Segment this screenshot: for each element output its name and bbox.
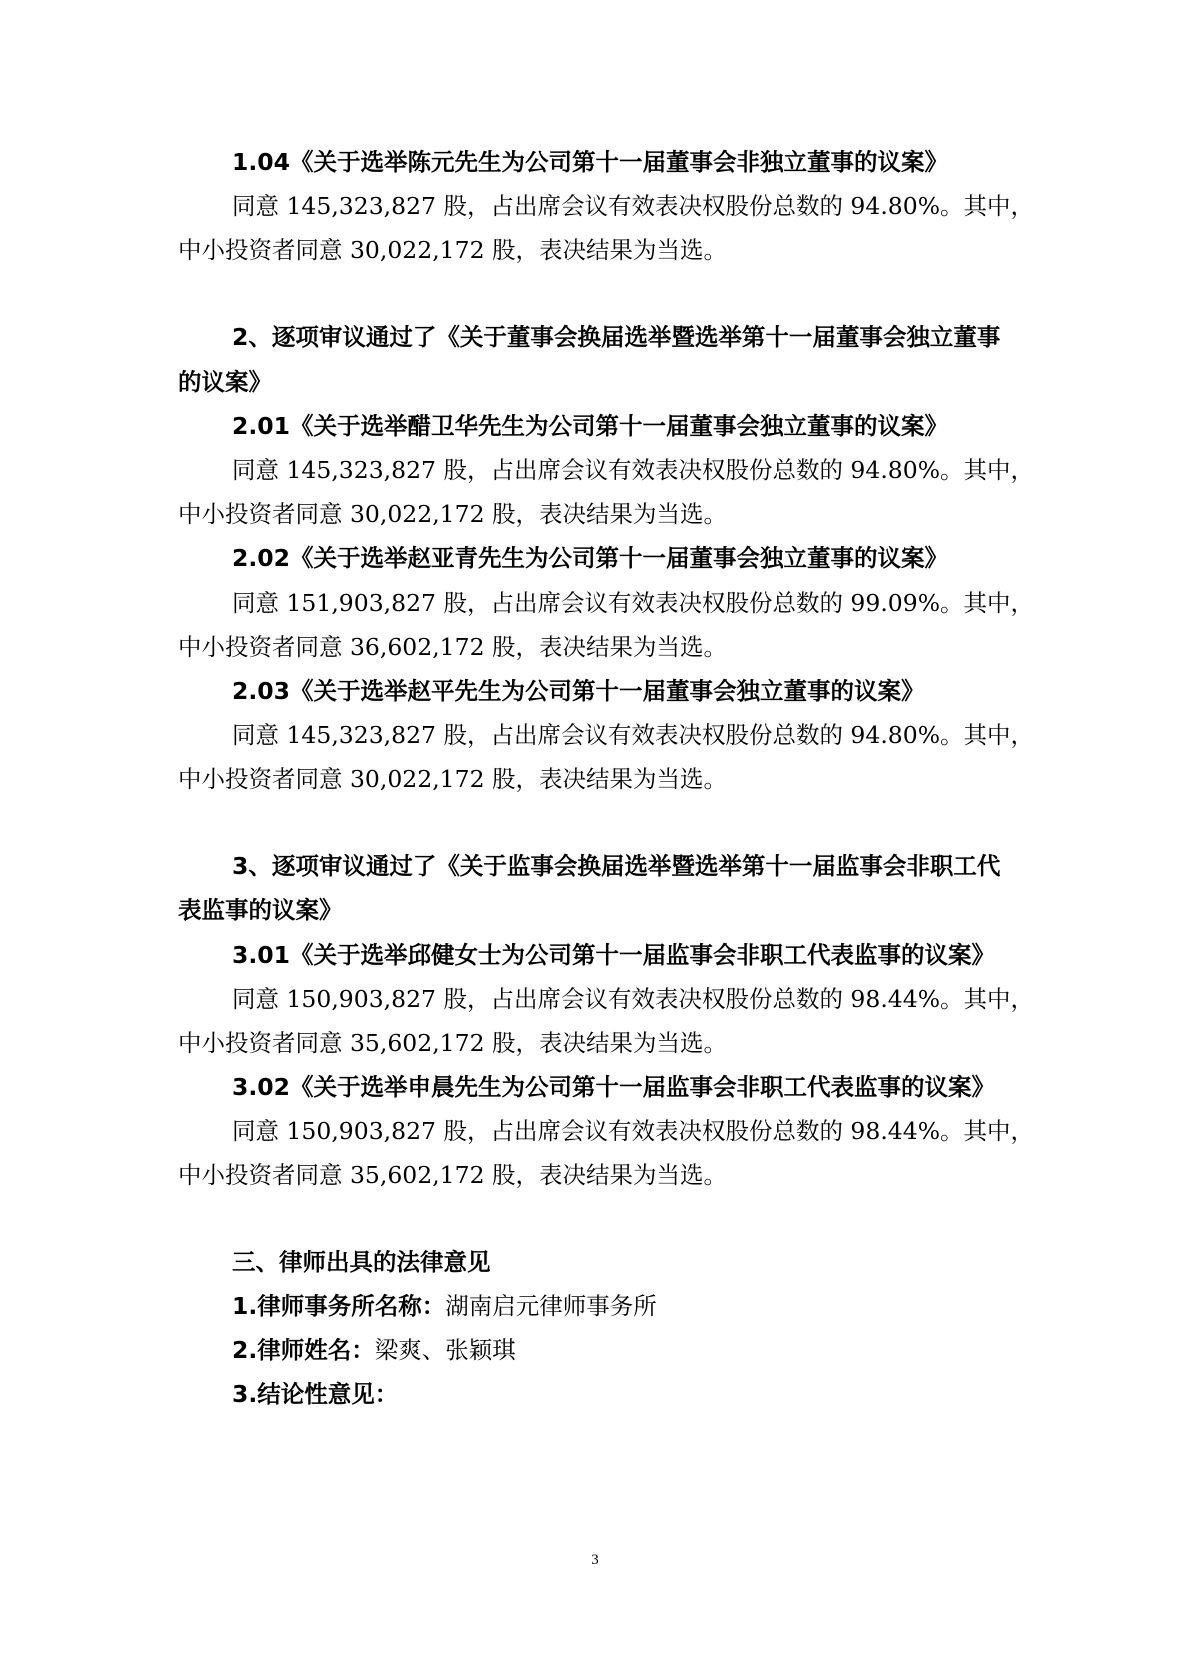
page-number: 3 xyxy=(591,1552,599,1568)
item-title: 2.02《关于选举赵亚青先生为公司第十一届董事会独立董事的议案》 xyxy=(232,544,948,572)
section-heading: 三、律师出具的法律意见 xyxy=(232,1248,491,1276)
vote-result-line: 同意 145,323,827 股，占出席会议有效表决权股份总数的 94.80%。其中， xyxy=(232,456,1035,484)
vote-result-line: 中小投资者同意 36,602,172 股，表决结果为当选。 xyxy=(178,633,727,661)
law-firm-value: 湖南启元律师事务所 xyxy=(445,1292,657,1320)
conclusion-label: 3.结论性意见： xyxy=(232,1380,399,1408)
vote-result-line: 中小投资者同意 35,602,172 股，表决结果为当选。 xyxy=(178,1161,727,1189)
vote-result-line: 同意 145,323,827 股，占出席会议有效表决权股份总数的 94.80%。其中， xyxy=(232,721,1035,749)
lawyer-names-line xyxy=(232,1335,516,1365)
section-heading: 2、逐项审议通过了《关于董事会换届选举暨选举第十一届董事会独立董事 xyxy=(232,323,1001,351)
section-heading: 3、逐项审议通过了《关于监事会换届选举暨选举第十一届监事会非职工代 xyxy=(232,852,1001,880)
vote-result-line: 中小投资者同意 30,022,172 股，表决结果为当选。 xyxy=(178,500,727,528)
item-title: 2.01《关于选举醋卫华先生为公司第十一届董事会独立董事的议案》 xyxy=(232,412,948,440)
vote-result-line: 中小投资者同意 35,602,172 股，表决结果为当选。 xyxy=(178,1029,727,1057)
vote-result-line: 同意 150,903,827 股，占出席会议有效表决权股份总数的 98.44%。其中， xyxy=(232,1117,1035,1145)
section-heading: 的议案》 xyxy=(178,368,272,396)
vote-result-line: 中小投资者同意 30,022,172 股，表决结果为当选。 xyxy=(178,765,727,793)
vote-result-line: 同意 145,323,827 股，占出席会议有效表决权股份总数的 94.80%。其中， xyxy=(232,192,1035,220)
item-title: 3.02《关于选举申晨先生为公司第十一届监事会非职工代表监事的议案》 xyxy=(232,1073,995,1101)
lawyer-names-label: 2.律师姓名： xyxy=(232,1336,375,1364)
vote-result-line: 中小投资者同意 30,022,172 股，表决结果为当选。 xyxy=(178,236,727,264)
item-title: 3.01《关于选举邱健女士为公司第十一届监事会非职工代表监事的议案》 xyxy=(232,941,995,969)
law-firm-line xyxy=(232,1291,657,1321)
lawyer-names-value: 梁爽、张颖琪 xyxy=(374,1336,516,1364)
item-title: 2.03《关于选举赵平先生为公司第十一届董事会独立董事的议案》 xyxy=(232,677,925,705)
section-heading: 表监事的议案》 xyxy=(178,896,343,924)
vote-result-line: 同意 151,903,827 股，占出席会议有效表决权股份总数的 99.09%。其中， xyxy=(232,589,1035,617)
law-firm-label: 1.律师事务所名称： xyxy=(232,1292,446,1320)
vote-result-line: 同意 150,903,827 股，占出席会议有效表决权股份总数的 98.44%。其中， xyxy=(232,985,1035,1013)
item-title: 1.04《关于选举陈元先生为公司第十一届董事会非独立董事的议案》 xyxy=(232,148,948,176)
